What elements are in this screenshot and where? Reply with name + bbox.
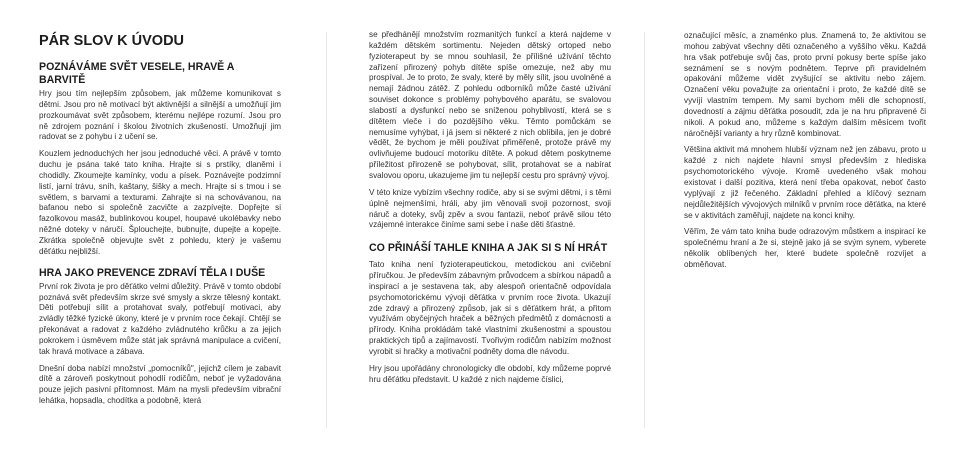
paragraph: Dnešní doba nabízí množství „pomocníků", jejichž cílem je zabavit dítě a zároveň poskytnout pohodlí rodičům, neboť je vyžadována pouze jejich pasivní přítomnost. Mám na mysli především vibrační lehátka, hopsadla, chodítka a podobně, která [39, 363, 281, 406]
column-divider [326, 32, 327, 428]
paragraph: V této knize vybízím všechny rodiče, aby si se svými dětmi, i s těmi úplně nejmenšími, hráli, aby jim věnovali svoji pozornost, svoji náruč a doteky, svůj zpěv a svou fantazii, neboť právě silou této vzájemné interakce činíme sami sebe i naše děti šťastné. [369, 187, 611, 230]
paragraph: se předhánějí množstvím rozmanitých funkcí a která najdeme v každém dětském sortimentu. Nejeden dětský ortoped nebo fyzioterapeut by se mnou souhlasil, že přílišné užívání těchto zařízení přirozený pohyb dítěte spíše omezuje, než aby mu prospíval. Je to proto, že svaly, které by měly sílit, jsou uvolněné a nemají žádnou zátěž. Z pohledu odborníků může časté užívání souviset dokonce s problémy pohybového aparátu, se svalovou slabostí a dysfunkcí nebo se sníženou pohyblivostí, která se s dítětem vleče i do pozdějšího věku. Těmto pomůckám se nemusíme vyhýbat, i já jsem si některé z nich oblíbila, jen je dobré vědět, že bychom je měli používat přiměřeně, protože právě my ovlivňujeme budoucí motoriku dítěte. A pokud dětem poskytneme příležitost přirozeně se pohybovat, sílit, protahovat se a nabírat svalovou oporu, ukazujeme jim tu nejlepší cestu pro správný vývoj. [369, 30, 611, 180]
paragraph: Hry jsou tím nejlepším způsobem, jak můžeme komunikovat s dětmi. Jsou pro ně motivací být aktivnější a silnější a umožňují jim prozkoumávat svět způsobem, kterému nejlépe rozumí. Jsou pro ně zdrojem poznání i školou životních zkušeností. Umožňují jim radovat se z pohybu i z učení se. [39, 89, 281, 142]
paragraph: Věřím, že vám tato kniha bude odrazovým můstkem a inspirací ke společnému hraní a že si, stejně jako já se svým synem, vyberete několik oblíbených her, které budete společně rozvíjet a obměňovat. [684, 227, 926, 269]
section-heading-prevention: HRA JAKO PREVENCE ZDRAVÍ TĚLA I DUŠE [39, 266, 266, 279]
column-left [39, 29, 281, 413]
paragraph: Kouzlem jednoduchých her jsou jednoduché věci. A právě v tomto duchu je psána také tato kniha. Hrajte si s prstíky, dlaněmi i chodidly. Zkoumejte kamínky, vodu a písek. Poznávejte podzimní listí, jarní trávu, sníh, kaštany, šišky a mech. Hrajte si s tmou i se světlem, s barvami a texturami. Zahrajte si na schovávanou, na bafanou nebo si společně zacvičte a zazpívejte. Dopřejte si fazolkovou masáž, bublinkovou koupel, houpavé ukolébavky nebo něžné doteky v náručí. Šplouchejte, bubnujte, dupejte a kopejte. Zkrátka společně objevujte svět z pohledu, který je vašemu děťátku nejbližší. [39, 149, 281, 256]
paragraph: označující měsíc, a znaménko plus. Znamená to, že aktivitou se mohou zabývat všechny děti označeného a vyššího věku. Každá hra však potřebuje svůj čas, proto první pokusy berte spíše jako seznámení se s novým podnětem. Teprve při pravidelném opakování můžeme vidět zvyšující se aktivitu nebo zájem. Označení věku považujte za orientační i proto, že každé dítě se vyvíjí vlastním tempem. My sami bychom měli dle schopností, dovedností a zájmu děťátka posoudit, zda je na hru připravené či nikoli. A pokud ano, můžeme s každým dalším měsícem tvořit náročnější varianty a hry různě kombinovat. [684, 31, 926, 138]
paragraph: První rok života je pro děťátko velmi důležitý. Právě v tomto období poznává svět především skrze své smysly a skrze tělesný kontakt. Děti potřebují sílit a protahovat svaly, potřebují motivaci, aby zvládly těžké fyzické úkony, které je v prvním roce čekají. Chtějí se překonávat a radovat z každého zvládnutého krůčku a za jejich pokrokem i úsměvem může stát jak správná manipulace a cvičení, tak hravá motivace a zábava. [39, 281, 281, 356]
column-right [684, 31, 926, 277]
column-divider [644, 32, 645, 428]
column-middle [369, 30, 611, 391]
page-title: PÁR SLOV K ÚVODU [39, 33, 185, 49]
section-heading-discovering: POZNÁVÁME SVĚT VESELE, HRAVĚ A BARVITĚ [39, 61, 235, 86]
section-heading-book-content: CO PŘINÁŠÍ TAHLE KNIHA A JAK SI S NÍ HRÁT [369, 242, 608, 255]
paragraph: Hry jsou upořádány chronologicky dle období, kdy můžeme poprvé hru děťátku představit. U každé z nich najdeme číslici, [369, 363, 611, 384]
paragraph: Většina aktivit má mnohem hlubší význam než jen zábavu, proto u každé z nich najdete hlavní smysl především z hlediska psychomotorického vývoje. Kromě uvedeného však mohou existovat i další pozitiva, která není třeba opakovat, neboť často vyplývají z již řečeného. Základní přehled a klíčový seznam nejdůležitějších vývojových milníků v prvním roce děťátka, na které se v aktivitách zaměřují, najdete na konci knihy. [684, 145, 926, 220]
paragraph: Tato kniha není fyzioterapeutickou, metodickou ani cvičební příručkou. Je především zábavným průvodcem a sbírkou nápadů a inspirací a je sestavena tak, aby alespoň orientačně odpovídala psychomotorickému vývoji děťátka v prvním roce života. Ukazují zde zdravý a přirozený způsob, jak si s děťátkem hrát, a přitom využívám obyčejných hraček a běžných předmětů z domácnosti a přírody. Kniha prokládám také vlastními zkušenostmi a spoustou praktických tipů a zajímavostí. Tvořivým rodičům nabízím možnost vyrobit si hračky a motivační podněty doma dle návodu. [369, 260, 611, 356]
